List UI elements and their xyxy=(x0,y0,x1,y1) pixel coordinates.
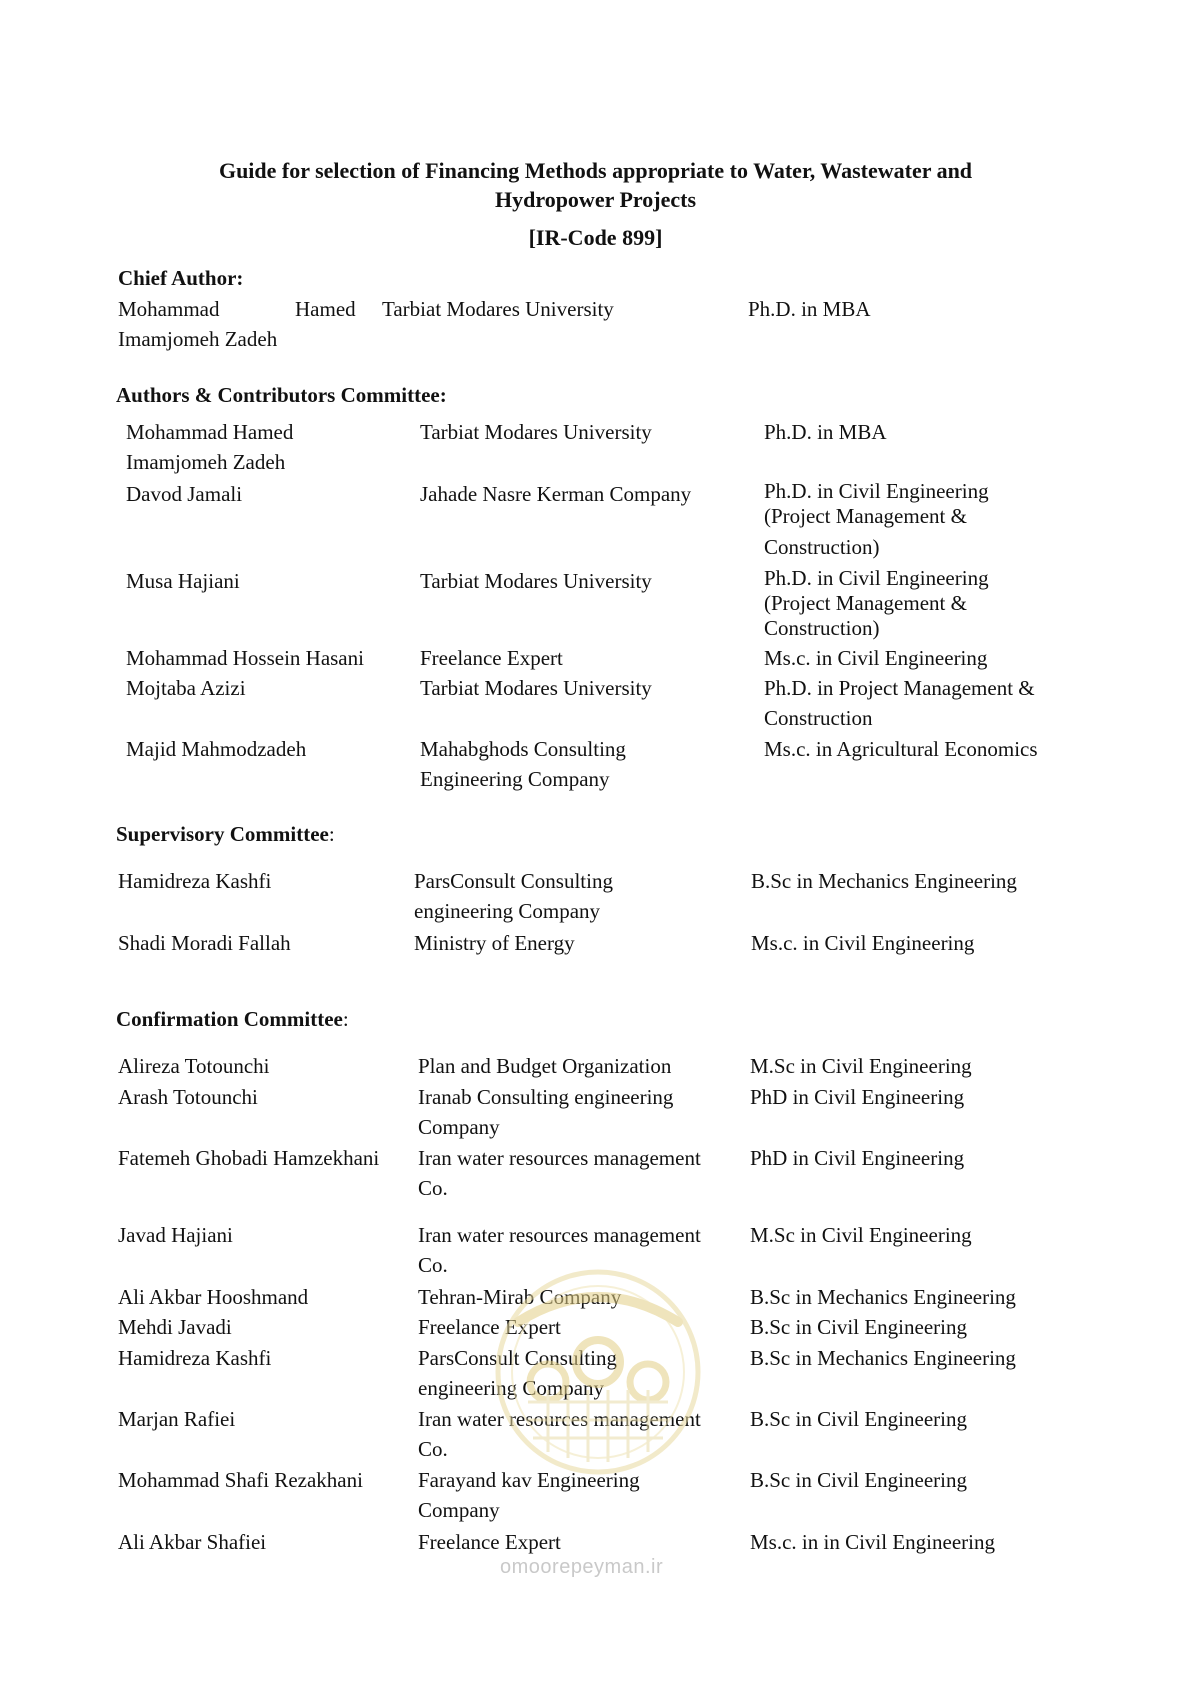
member-affiliation: Freelance Expert xyxy=(420,646,563,670)
member-degree: B.Sc in Mechanics Engineering xyxy=(751,869,1017,893)
member-name: Hamidreza Kashfi xyxy=(118,1346,272,1370)
member-name: Majid Mahmodzadeh xyxy=(126,737,307,761)
member-affiliation-line2: Co. xyxy=(418,1176,448,1200)
member-degree: B.Sc in Mechanics Engineering xyxy=(750,1285,1016,1309)
member-affiliation: Freelance Expert xyxy=(418,1530,561,1554)
chief-author-name-first: Mohammad xyxy=(118,297,220,321)
member-name: Ali Akbar Hooshmand xyxy=(118,1285,309,1309)
member-name: Javad Hajiani xyxy=(118,1223,233,1247)
member-name: Ali Akbar Shafiei xyxy=(118,1530,267,1554)
member-affiliation-line1: Farayand kav Engineering xyxy=(418,1468,640,1492)
member-affiliation: Freelance Expert xyxy=(418,1315,561,1339)
chief-author-name-middle: Hamed xyxy=(295,297,356,321)
member-degree: B.Sc in Civil Engineering xyxy=(750,1468,967,1492)
member-degree-line3: Construction) xyxy=(764,616,880,640)
member-degree xyxy=(764,673,1035,733)
member-affiliation-line1: Iran water resources management xyxy=(418,1407,701,1431)
member-name: Alireza Totounchi xyxy=(118,1054,270,1078)
member-name: Shadi Moradi Fallah xyxy=(118,931,291,955)
document-title-line1: Guide for selection of Financing Methods appropriate to Water, Wastewater and xyxy=(218,158,973,183)
watermark-text: omoorepeyman.ir xyxy=(500,1556,664,1578)
member-degree: B.Sc in Civil Engineering xyxy=(750,1315,967,1339)
member-affiliation-line2: Co. xyxy=(418,1437,448,1461)
chief-author-degree: Ph.D. in MBA xyxy=(748,297,871,321)
member-affiliation-line2: engineering Company xyxy=(418,1376,605,1400)
member-name-line1: Mohammad Hamed xyxy=(126,420,294,444)
member-degree: PhD in Civil Engineering xyxy=(750,1146,965,1170)
supervisory-heading-colon: : xyxy=(328,822,335,846)
member-name: Marjan Rafiei xyxy=(118,1407,236,1431)
member-degree: Ph.D. in MBA xyxy=(764,420,887,444)
member-degree-line2: Construction xyxy=(764,706,873,730)
member-name: Mojtaba Azizi xyxy=(126,676,246,700)
confirmation-heading-text: Confirmation Committee xyxy=(116,1007,343,1031)
member-name: Mohammad Hossein Hasani xyxy=(126,646,364,670)
document-title-line2: Hydropower Projects xyxy=(494,187,697,212)
member-affiliation-line2: Company xyxy=(418,1115,500,1139)
member-affiliation xyxy=(420,734,626,794)
member-affiliation: Tarbiat Modares University xyxy=(420,569,652,593)
member-name: Mehdi Javadi xyxy=(118,1315,232,1339)
member-affiliation-line2: Company xyxy=(418,1498,500,1522)
member-name: Hamidreza Kashfi xyxy=(118,869,272,893)
member-degree: B.Sc in Civil Engineering xyxy=(750,1407,967,1431)
member-affiliation-line1: ParsConsult Consulting xyxy=(418,1346,617,1370)
member-affiliation-line1: Mahabghods Consulting xyxy=(420,737,626,761)
member-affiliation-line1: Iran water resources management xyxy=(418,1146,701,1170)
member-degree: Ms.c. in Civil Engineering xyxy=(751,931,975,955)
member-affiliation: Jahade Nasre Kerman Company xyxy=(420,482,692,506)
confirmation-committee-heading xyxy=(116,1005,349,1033)
member-affiliation-line1: ParsConsult Consulting xyxy=(414,869,613,893)
member-affiliation xyxy=(418,1143,701,1203)
member-affiliation: Ministry of Energy xyxy=(414,931,575,955)
chief-author-heading: Chief Author: xyxy=(118,266,244,290)
member-affiliation-line2: Engineering Company xyxy=(420,767,610,791)
document-code: [IR-Code 899] xyxy=(528,225,663,250)
member-affiliation: Plan and Budget Organization xyxy=(418,1054,672,1078)
member-degree-line2: (Project Management & xyxy=(764,504,967,528)
member-affiliation: Tehran-Mirab Company xyxy=(418,1285,622,1309)
member-degree: M.Sc in Civil Engineering xyxy=(750,1223,972,1247)
authors-committee-heading: Authors & Contributors Committee: xyxy=(116,383,447,407)
supervisory-committee-heading xyxy=(116,820,335,848)
member-degree: Ms.c. in in Civil Engineering xyxy=(750,1530,995,1554)
member-affiliation-line2: engineering Company xyxy=(414,899,601,923)
confirmation-heading-colon: : xyxy=(342,1007,349,1031)
member-name: Mohammad Shafi Rezakhani xyxy=(118,1468,363,1492)
member-degree-line3: Construction) xyxy=(764,535,880,559)
member-degree xyxy=(764,479,989,565)
member-degree-line1: Ph.D. in Civil Engineering xyxy=(764,566,989,590)
member-degree: Ms.c. in Agricultural Economics xyxy=(764,737,1038,761)
member-affiliation-line1: Iranab Consulting engineering xyxy=(418,1085,674,1109)
member-affiliation: Tarbiat Modares University xyxy=(420,420,652,444)
member-name: Fatemeh Ghobadi Hamzekhani xyxy=(118,1146,380,1170)
member-degree-line1: Ph.D. in Project Management & xyxy=(764,676,1035,700)
chief-author-affiliation: Tarbiat Modares University xyxy=(382,297,614,321)
member-name: Davod Jamali xyxy=(126,482,243,506)
supervisory-heading-text: Supervisory Committee xyxy=(116,822,329,846)
member-name: Musa Hajiani xyxy=(126,569,240,593)
member-degree: M.Sc in Civil Engineering xyxy=(750,1054,972,1078)
member-degree-line1: Ph.D. in Civil Engineering xyxy=(764,479,989,503)
member-affiliation xyxy=(414,866,613,926)
member-degree: Ms.c. in Civil Engineering xyxy=(764,646,988,670)
member-affiliation: Tarbiat Modares University xyxy=(420,676,652,700)
member-name xyxy=(126,417,293,477)
member-degree: B.Sc in Mechanics Engineering xyxy=(750,1346,1016,1370)
seal-logo-icon xyxy=(488,1262,708,1522)
member-name: Arash Totounchi xyxy=(118,1085,258,1109)
member-degree-line2: (Project Management & xyxy=(764,591,967,615)
chief-author-name-last: Imamjomeh Zadeh xyxy=(118,327,278,351)
member-degree: PhD in Civil Engineering xyxy=(750,1085,965,1109)
member-affiliation-line2: Co. xyxy=(418,1253,448,1277)
member-affiliation xyxy=(418,1082,673,1142)
member-degree xyxy=(764,566,989,641)
member-name-line2: Imamjomeh Zadeh xyxy=(126,450,286,474)
member-affiliation-line1: Iran water resources management xyxy=(418,1223,701,1247)
